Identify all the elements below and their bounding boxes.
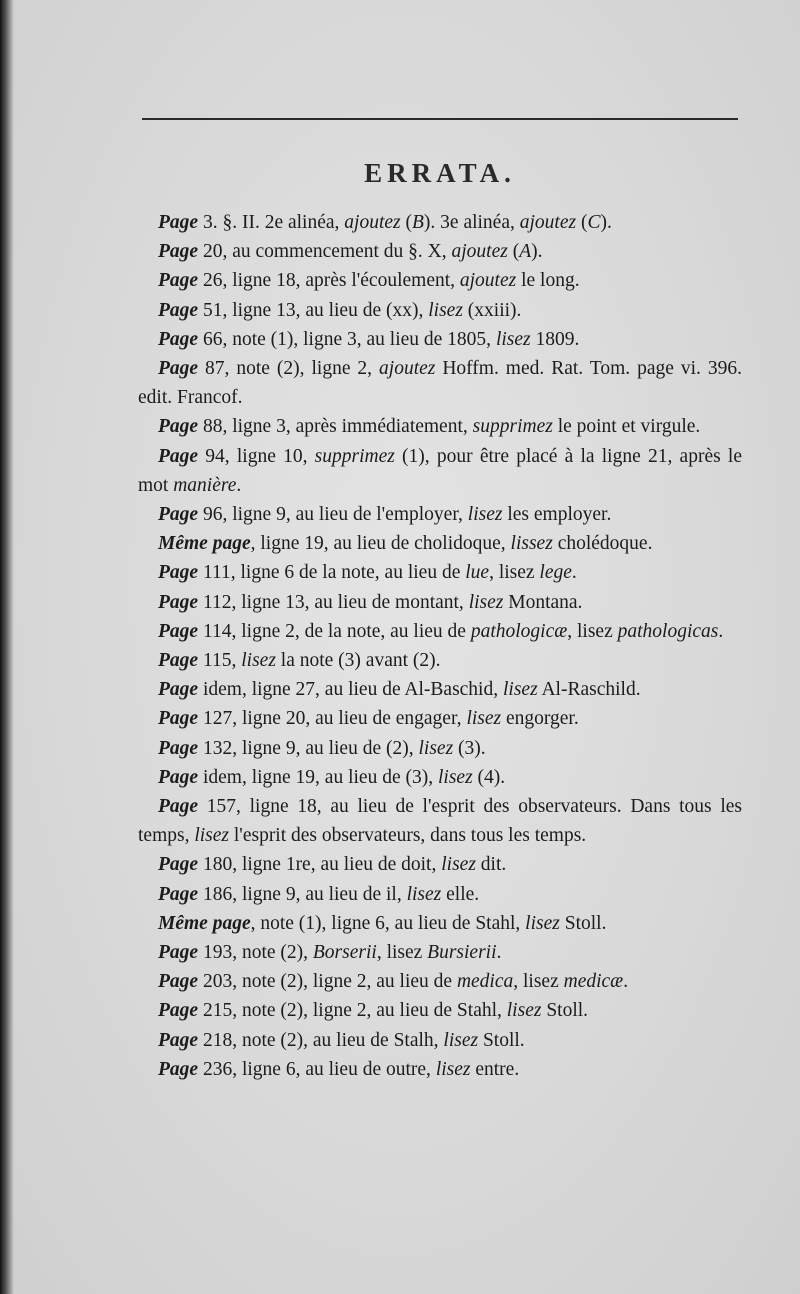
entry-text: ). 3e alinéa, <box>423 212 520 233</box>
entry-page-label: Page <box>158 679 199 701</box>
entry-text: supprimez <box>472 416 553 438</box>
entry-text: 87, note (2), ligne 2, <box>198 358 380 380</box>
entry-page-label: Page <box>158 942 199 964</box>
entry-text: Stoll. <box>559 912 607 934</box>
entry-text: lisez <box>525 912 560 934</box>
errata-entry <box>138 1055 742 1084</box>
entry-text: 203, note (2), ligne 2, au lieu de <box>198 971 457 993</box>
entry-text: medica <box>456 971 514 993</box>
entry-page-label: Page <box>158 504 199 526</box>
errata-entry <box>138 412 742 441</box>
errata-entry <box>138 675 742 704</box>
entry-page-label: Page <box>158 212 199 233</box>
entry-text: Stoll. <box>541 1000 589 1022</box>
entry-text: 88, ligne 3, après immédiatement, <box>198 416 473 438</box>
entry-text: Borserii <box>312 942 377 964</box>
entry-text: 26, ligne 18, après l'écoulement, <box>198 270 460 292</box>
entry-page-label: Même page <box>158 912 251 934</box>
entry-text: 114, ligne 2, de la note, au lieu de <box>198 620 471 642</box>
entry-text: ajoutez <box>451 241 508 263</box>
entry-text: 111, ligne 6 de la note, au lieu de <box>198 562 466 584</box>
errata-entry <box>138 208 742 237</box>
entry-text: 66, note (1), ligne 3, au lieu de 1805, <box>198 328 496 350</box>
entry-page-label: Page <box>158 1029 199 1051</box>
errata-entry <box>138 996 742 1025</box>
entry-text: le long. <box>516 270 580 292</box>
entry-text: lisez <box>435 1058 471 1080</box>
errata-entry <box>138 266 742 295</box>
entry-text: C <box>587 212 601 233</box>
entry-text: pathologicæ <box>470 620 568 642</box>
entry-text: . <box>496 942 502 964</box>
entry-text: medicæ <box>563 971 624 993</box>
errata-entry <box>138 588 742 617</box>
entry-page-label: Page <box>158 445 199 467</box>
entry-text: ajoutez <box>459 270 517 292</box>
entry-text: 115, <box>198 650 242 672</box>
entry-page-label: Page <box>158 1000 199 1022</box>
entry-text: A <box>519 241 532 263</box>
entry-page-label: Page <box>158 796 199 818</box>
entry-text: lisez <box>467 504 503 526</box>
errata-entry <box>138 617 742 646</box>
entry-text: lisez <box>441 854 476 876</box>
entry-text: 132, ligne 9, au lieu de (2), <box>198 737 419 759</box>
errata-entry <box>138 1026 742 1055</box>
entry-text: 3. §. II. 2e alinéa, <box>198 212 345 233</box>
header-rule <box>142 118 738 120</box>
entry-text: manière <box>173 474 237 496</box>
entry-text: pathologicas <box>617 620 719 642</box>
entry-text: Bursierii <box>427 942 497 964</box>
entry-page-label: Page <box>158 562 199 584</box>
page-title: ERRATA. <box>364 158 516 188</box>
entry-text: , lisez <box>376 942 428 964</box>
entry-text: lisez <box>468 591 504 613</box>
entry-text: 94, ligne 10, <box>198 445 315 467</box>
entry-text: 1809. <box>530 328 580 350</box>
errata-entry <box>138 880 742 909</box>
entry-page-label: Page <box>158 971 199 993</box>
errata-entry <box>138 909 742 938</box>
errata-entry <box>138 354 742 412</box>
errata-list <box>138 208 742 1084</box>
entry-text: les employer. <box>502 504 612 526</box>
entry-text: , lisez <box>513 971 564 993</box>
errata-entry <box>138 529 742 558</box>
entry-text: lisez <box>495 328 531 350</box>
entry-text: lisez <box>506 1000 542 1022</box>
entry-text: lisez <box>194 825 230 847</box>
entry-text: (1), pour être placé à la ligne 21, après le mot <box>138 445 742 496</box>
entry-text: lue <box>465 562 490 584</box>
entry-page-label: Page <box>158 737 199 759</box>
errata-entry <box>138 704 742 733</box>
entry-text: 112, ligne 13, au lieu de montant, <box>198 591 469 613</box>
entry-text: 218, note (2), au lieu de Stalh, <box>198 1029 444 1051</box>
errata-entry <box>138 850 742 879</box>
entry-text: lisez <box>406 883 442 905</box>
errata-entry <box>138 763 742 792</box>
entry-text: Hoffm. med. Rat. Tom. page vi. 396. edit. Francof. <box>138 358 742 409</box>
entry-text: 180, ligne 1re, au lieu de doit, <box>198 854 442 876</box>
entry-text: lisez <box>418 737 454 759</box>
errata-entry <box>138 646 742 675</box>
entry-page-label: Page <box>158 241 199 263</box>
errata-entry <box>138 325 742 354</box>
entry-text: l'esprit des observateurs, dans tous les temps. <box>229 825 587 847</box>
errata-entry <box>138 967 742 996</box>
errata-entry <box>138 296 742 325</box>
entry-text: lisez <box>466 708 502 730</box>
entry-page-label: Page <box>158 650 199 672</box>
errata-entry <box>138 792 742 850</box>
errata-entry <box>138 442 742 500</box>
entry-text: 157, ligne 18, au lieu de l'esprit des observateurs. Dans tous les temps, <box>138 796 742 847</box>
entry-text: dit. <box>475 854 507 876</box>
entry-text: elle. <box>441 883 480 905</box>
entry-text: , note (1), ligne 6, au lieu de Stahl, <box>250 912 526 934</box>
entry-page-label: Page <box>158 708 199 730</box>
entry-text: idem, ligne 27, au lieu de Al-Baschid, <box>198 679 503 701</box>
entry-text: ). <box>600 212 612 233</box>
entry-text: lisez <box>428 299 463 321</box>
errata-entry <box>138 938 742 967</box>
entry-page-label: Page <box>158 854 199 876</box>
entry-text: 186, ligne 9, au lieu de il, <box>198 883 407 905</box>
entry-text: , lisez <box>567 620 618 642</box>
entry-text: . <box>571 562 577 584</box>
entry-text: 236, ligne 6, au lieu de outre, <box>198 1058 436 1080</box>
entry-text: ). <box>531 241 543 263</box>
entry-page-label: Page <box>158 591 199 613</box>
entry-text: lege <box>539 562 572 584</box>
entry-text: lisez <box>437 766 473 788</box>
entry-text: 96, ligne 9, au lieu de l'employer, <box>198 504 468 526</box>
entry-text: 127, ligne 20, au lieu de engager, <box>198 708 467 730</box>
entry-text: ( <box>576 212 588 233</box>
entry-text: 193, note (2), <box>198 942 313 964</box>
entry-text: idem, ligne 19, au lieu de (3), <box>198 766 438 788</box>
entry-text: entre. <box>470 1058 520 1080</box>
entry-page-label: Page <box>158 883 199 905</box>
entry-page-label: Page <box>158 416 199 438</box>
entry-page-label: Page <box>158 299 199 321</box>
entry-text: ( <box>507 241 520 263</box>
entry-text: (3). <box>453 737 486 759</box>
entry-text: lisez <box>241 650 276 672</box>
entry-text: le point et virgule. <box>552 416 701 438</box>
entry-text: . <box>236 474 242 496</box>
entry-text: Stoll. <box>478 1029 525 1051</box>
entry-page-label: Même page <box>158 533 251 555</box>
errata-entry <box>138 500 742 529</box>
entry-text: engorger. <box>501 708 579 730</box>
entry-page-label: Page <box>158 620 199 642</box>
entry-text: ajoutez <box>379 358 436 380</box>
entry-text: supprimez <box>314 445 395 467</box>
entry-text: lissez <box>510 533 553 555</box>
errata-entry <box>138 734 742 763</box>
entry-text: ajoutez <box>519 212 577 233</box>
entry-text: 215, note (2), ligne 2, au lieu de Stahl, <box>198 1000 507 1022</box>
entry-text: lisez <box>443 1029 479 1051</box>
entry-text: lisez <box>502 679 538 701</box>
entry-text: (4). <box>472 766 506 788</box>
entry-text: cholédoque. <box>552 533 653 555</box>
entry-page-label: Page <box>158 270 199 292</box>
entry-page-label: Page <box>158 328 199 350</box>
entry-text: Montana. <box>503 591 583 613</box>
entry-text: Al-Raschild. <box>537 679 641 701</box>
entry-text: 51, ligne 13, au lieu de (xx), <box>198 299 429 321</box>
entry-text: ajoutez <box>344 212 401 233</box>
entry-text: la note (3) avant (2). <box>275 650 441 672</box>
errata-entry <box>138 237 742 266</box>
page-edge-shadow <box>0 0 14 1294</box>
entry-text: B <box>412 212 424 233</box>
entry-page-label: Page <box>158 766 199 788</box>
entry-text: , lisez <box>489 562 540 584</box>
entry-text: ( <box>400 212 412 233</box>
entry-text: 20, au commencement du §. X, <box>198 241 452 263</box>
entry-text: , ligne 19, au lieu de cholidoque, <box>250 533 511 555</box>
entry-page-label: Page <box>158 1058 199 1080</box>
entry-text: . <box>718 620 724 642</box>
entry-page-label: Page <box>158 358 199 380</box>
errata-entry <box>138 558 742 587</box>
entry-text: (xxiii). <box>462 299 522 321</box>
entry-text: . <box>623 971 629 993</box>
